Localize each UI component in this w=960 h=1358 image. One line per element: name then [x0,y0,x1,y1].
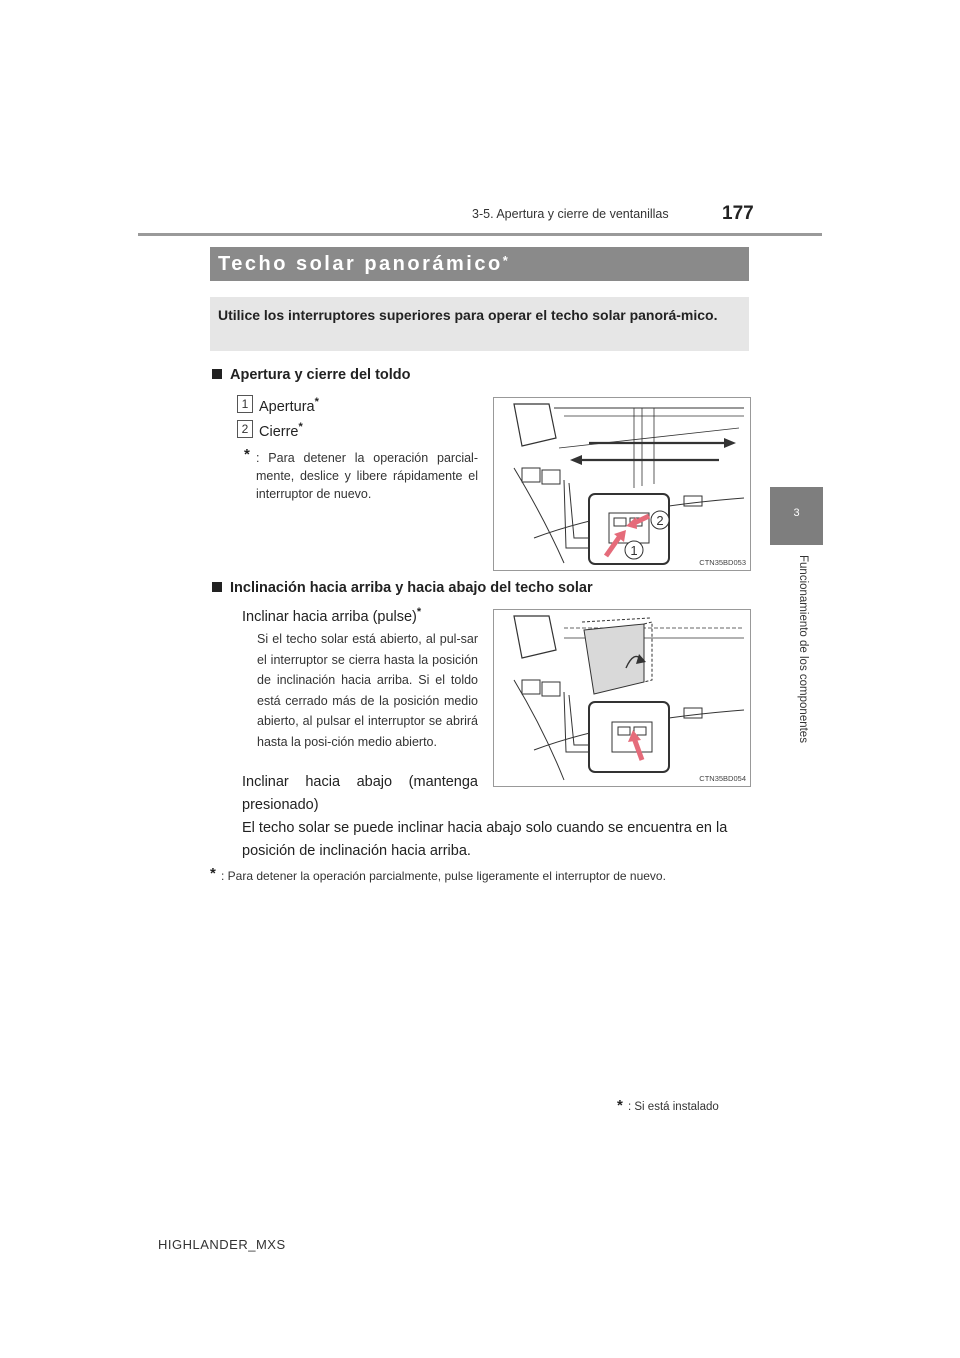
svg-text:1: 1 [630,543,638,558]
installed-star: * [617,1097,623,1114]
tilt-down-label: Inclinar hacia abajo (mantenga presionado) [242,774,478,813]
bullet-icon [212,582,222,592]
star-mark: * [314,396,319,408]
section1-heading-text: Apertura y cierre del toldo [230,367,411,383]
bullet-icon [212,369,222,379]
note-star: * [244,446,250,463]
canopy-illustration [494,398,750,570]
figure-tilt-switch [493,609,751,787]
section1-heading [212,367,411,383]
page-title [218,253,508,276]
intro-text: Utilice los interruptores superiores para operar el techo solar panorá-mico. [218,307,718,323]
page-title-bar [210,247,749,281]
item-label-cierre-text: Cierre [259,423,299,440]
footnote-star: * [210,865,216,882]
section2-heading [212,580,593,596]
section-header: 3-5. Apertura y cierre de ventanillas [472,207,669,221]
intro-box [210,297,749,351]
item-number-1: 1 [237,395,253,413]
figure-canopy-switch [493,397,751,571]
page-number: 177 [722,203,754,224]
title-star: * [502,253,508,268]
footnote-text: : Para detener la operación parcialmente, pulse ligeramente el interruptor de nuevo. [221,869,666,883]
item-label-apertura [259,396,319,415]
page-title-text: Techo solar panorámico [218,253,503,275]
figure-code: CTN35BD054 [699,774,746,783]
tilt-down-detail: El techo solar se puede inclinar hacia abajo solo cuando se encuentra en la posición de inclinación hacia arriba. [242,820,728,859]
section2-heading-text: Inclinación hacia arriba y hacia abajo del techo solar [230,580,593,596]
chapter-number: 3 [793,507,800,519]
section1-note: : Para detener la operación parcial-mente, deslice y libere rápidamente el interruptor de nuevo. [256,451,478,501]
svg-text:2: 2 [656,513,664,528]
installed-note: : Si está instalado [628,1101,719,1113]
tilt-up-detail: Si el techo solar está abierto, al pul-sar el interruptor se cierra hasta la posición de inclinación hacia arriba. Si el toldo está cerrado más de la posición medio abierto, al pulsar el interruptor se abrirá hasta la posi-ción medio abierto. [257,632,478,749]
header-rule [138,233,822,236]
item-number-2: 2 [237,420,253,438]
chapter-title: Funcionamiento de los componentes [797,555,809,743]
tilt-illustration [494,610,750,786]
footer-model: HIGHLANDER_MXS [158,1237,286,1252]
item-label-cierre [259,421,303,440]
tilt-up-label [242,606,421,625]
star-mark: * [298,421,303,433]
star-mark: * [416,606,422,618]
figure-code: CTN35BD053 [699,558,746,567]
item-label-apertura-text: Apertura [259,398,315,415]
tilt-up-label-text: Inclinar hacia arriba (pulse) [242,608,417,625]
chapter-tab [770,487,823,545]
